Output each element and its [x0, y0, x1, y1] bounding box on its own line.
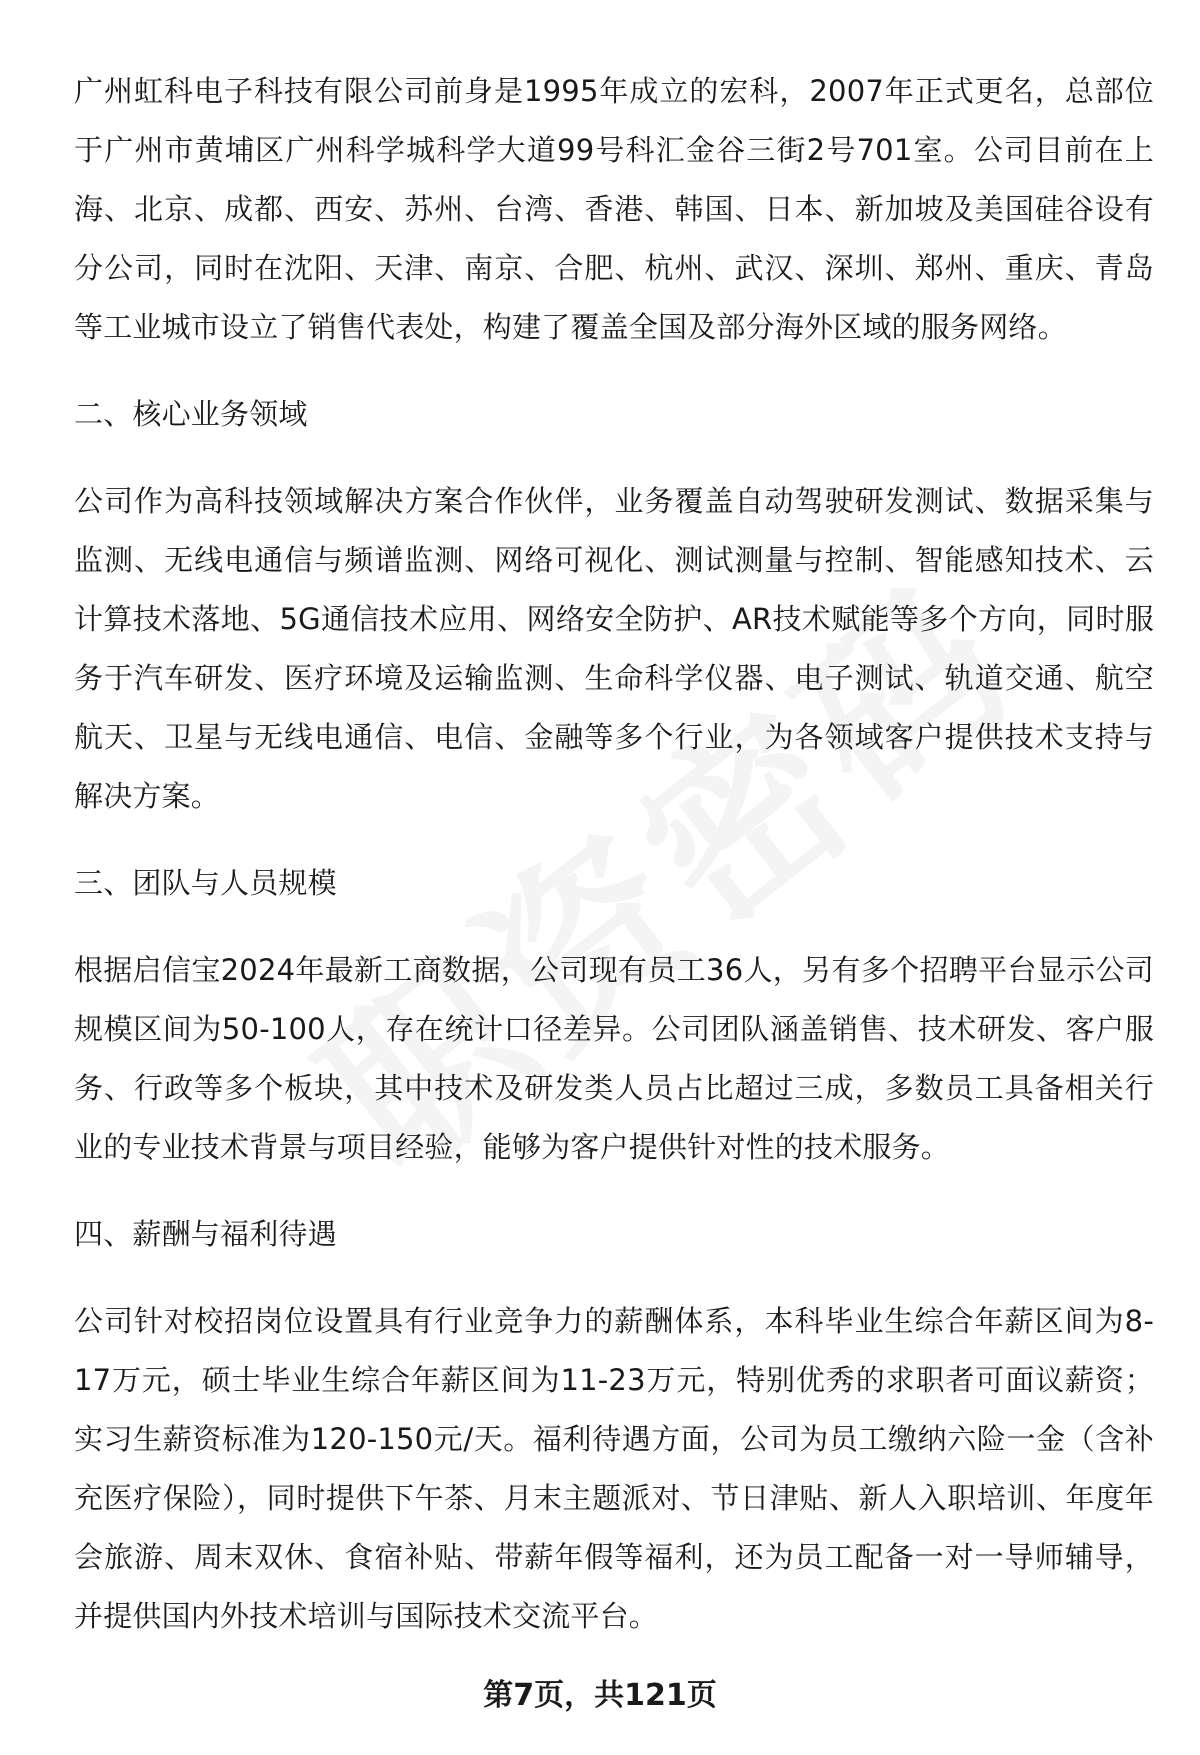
document-body	[74, 62, 1154, 1646]
section-heading-business: 二、核心业务领域	[74, 397, 308, 431]
page-number: 第7页，共121页	[483, 1678, 717, 1713]
section-heading-team: 三、团队与人员规模	[74, 866, 337, 900]
intro-paragraph: 广州虹科电子科技有限公司前身是1995年成立的宏科，2007年正式更名，总部位于广州市黄埔区广州科学城科学大道99号科汇金谷三街2号701室。公司目前在上海、北京、成都、西安、苏州、台湾、香港、韩国、日本、新加坡及美国硅谷设有分公司，同时在沈阳、天津、南京、合肥、杭州、武汉、深圳、郑州、重庆、青岛等工业城市设立了销售代表处，构建了覆盖全国及部分海外区域的服务网络。	[74, 74, 1154, 344]
section-heading-salary: 四、薪酬与福利待遇	[74, 1217, 337, 1251]
salary-paragraph: 公司针对校招岗位设置具有行业竞争力的薪酬体系，本科毕业生综合年薪区间为8-17万元，硕士毕业生综合年薪区间为11-23万元，特别优秀的求职者可面议薪资；实习生薪资标准为120-150元/天。福利待遇方面，公司为员工缴纳六险一金（含补充医疗保险），同时提供下午茶、月末主题派对、节日津贴、新人入职培训、年度年会旅游、周末双休、食宿补贴、带薪年假等福利，还为员工配备一对一导师辅导，并提供国内外技术培训与国际技术交流平台。	[74, 1304, 1154, 1633]
team-paragraph: 根据启信宝2024年最新工商数据，公司现有员工36人，另有多个招聘平台显示公司规模区间为50-100人，存在统计口径差异。公司团队涵盖销售、技术研发、客户服务、行政等多个板块，其中技术及研发类人员占比超过三成，多数员工具备相关行业的专业技术背景与项目经验，能够为客户提供针对性的技术服务。	[74, 953, 1154, 1164]
business-paragraph: 公司作为高科技领域解决方案合作伙伴，业务覆盖自动驾驶研发测试、数据采集与监测、无线电通信与频谱监测、网络可视化、测试测量与控制、智能感知技术、云计算技术落地、5G通信技术应用、网络安全防护、AR技术赋能等多个方向，同时服务于汽车研发、医疗环境及运输监测、生命科学仪器、电子测试、轨道交通、航空航天、卫星与无线电通信、电信、金融等多个行业，为各领域客户提供技术支持与解决方案。	[74, 484, 1154, 813]
